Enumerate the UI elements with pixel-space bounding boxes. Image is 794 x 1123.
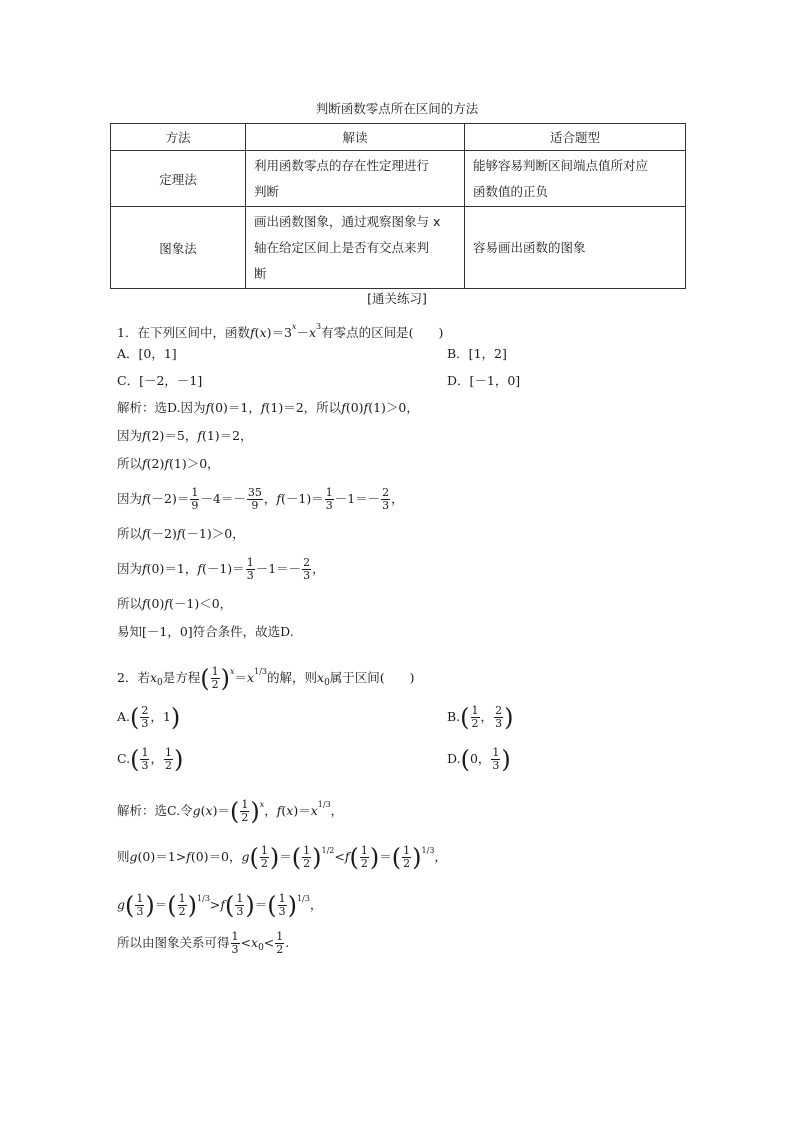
q1-option-c: C．[－2，－1] — [117, 373, 203, 388]
header-reading: 解读 — [246, 124, 465, 151]
q1-solution-line: 因为f(－2)＝ $\frac{1}{9}$ －4＝－ $\frac{35}{9}$ ，f(－1)＝ $\frac{1}{3}$ －1＝－ $\frac{2}{3}$ ， — [117, 486, 404, 512]
q1-option-b: B．[1，2] — [447, 346, 507, 361]
page-title: 判断函数零点所在区间的方法 — [315, 101, 479, 116]
table-header-row — [111, 124, 686, 151]
q1-solution-line: 易知[－1，0]符合条件，故选D. — [117, 624, 294, 639]
cell-reading: 画出函数图象，通过观察图象与 x 轴在给定区间上是否有交点来判 断 — [246, 207, 465, 289]
q1-solution-line: 解析：选D.因为f(0)＝1，f(1)＝2，所以f(0)f(1)＞0， — [117, 400, 419, 415]
q2-stem: 2．若$x_0$是方程( $\frac{1}{2}$ )$^x=x^{1/3}$的解，则$x_0$属于区间( ) — [117, 664, 415, 693]
q2-solution-line: g( $\frac{1}{3}$ )＝( $\frac{1}{2}$ )$^{1/3}$>f( $\frac{1}{3}$ )＝( $\frac{1}{3}$ )$^{1/3}$， — [117, 891, 323, 920]
q1-solution-line: 所以f(－2)f(－1)＞0， — [117, 526, 245, 541]
q2-option-a: A.( $\frac{2}{3}$ ，1) — [117, 703, 181, 732]
q2-solution-line: 解析：选C.令g(x)＝( $\frac{1}{2}$ )$^x$，$f(x)=x^{1/3}$， — [117, 797, 344, 826]
cell-method: 图象法 — [111, 207, 246, 289]
q1-option-d: D．[－1，0] — [447, 373, 521, 388]
table-row — [111, 207, 686, 289]
table-row — [111, 151, 686, 207]
methods-table — [110, 123, 686, 289]
q1-solution-line: 所以f(2)f(1)＞0， — [117, 456, 220, 471]
q1-solution-line: 所以f(0)f(－1)＜0， — [117, 596, 233, 611]
q2-solution-line: 则g(0)＝1>f(0)＝0，g( $\frac{1}{2}$ )＝( $\frac{1}{2}$ )$^{1/2}$<f( $\frac{1}{2}$ )＝( $\frac{1}{2}$ )$^{1/3}$， — [117, 843, 447, 872]
cell-type: 容易画出函数的图象 — [465, 207, 686, 289]
header-method: 方法 — [111, 124, 246, 151]
q1-solution-line: 因为f(0)＝1，f(－1)＝ $\frac{1}{3}$ －1＝－ $\frac{2}{3}$ ， — [117, 556, 325, 582]
q2-solution-line: 所以由图象关系可得 $\frac{1}{3}$ $<x_0<$ $\frac{1}{2}$ . — [117, 930, 290, 956]
header-type: 适合题型 — [465, 124, 686, 151]
q1-option-a: A．[0，1] — [117, 346, 177, 361]
q1-stem: 1．在下列区间中，函数$f(x)=3^x-x^3$有零点的区间是( ) — [117, 322, 444, 340]
section-heading: [通关练习] — [367, 291, 427, 306]
q2-option-c: C.( $\frac{1}{3}$ ， $\frac{1}{2}$ ) — [117, 745, 184, 774]
q2-option-d: D.(0， $\frac{1}{3}$ ) — [447, 745, 511, 774]
cell-reading: 利用函数零点的存在性定理进行 判断 — [246, 151, 465, 207]
cell-method: 定理法 — [111, 151, 246, 207]
q1-solution-line: 因为f(2)＝5，f(1)＝2， — [117, 428, 253, 443]
q2-option-b: B.( $\frac{1}{2}$ ， $\frac{2}{3}$ ) — [447, 703, 514, 732]
cell-type: 能够容易判断区间端点值所对应 函数值的正负 — [465, 151, 686, 207]
